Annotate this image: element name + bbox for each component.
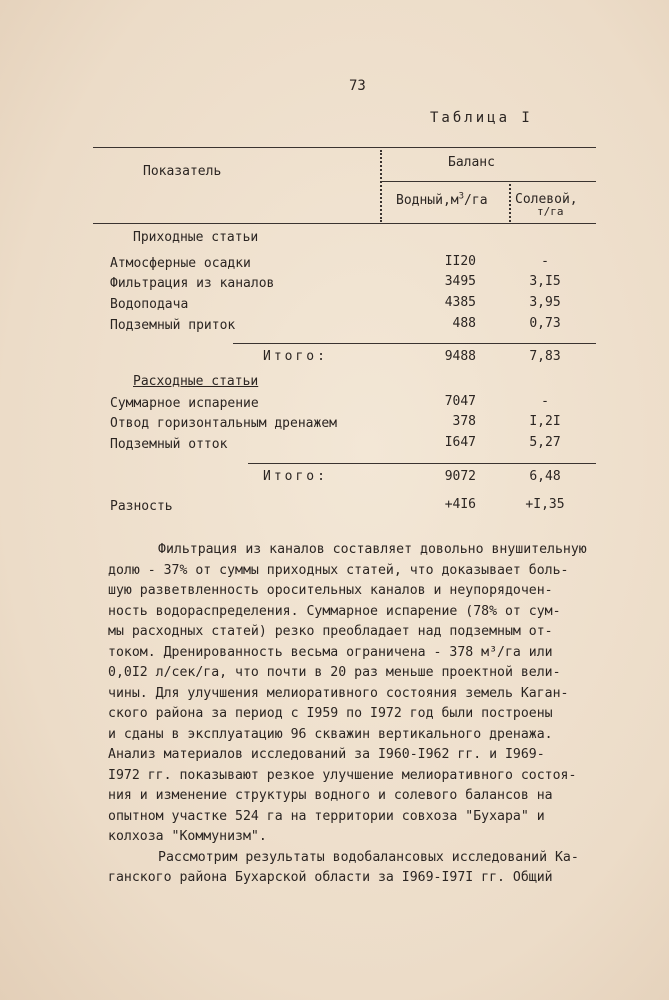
subcolumn-divider [509, 184, 511, 222]
income-total-rule [233, 343, 596, 344]
expense-total-label: Итого: [263, 469, 328, 484]
table-top-rule [93, 147, 596, 148]
difference-water: +4I6 [444, 497, 476, 512]
income-row-salt: 3,I5 [529, 274, 561, 289]
expense-row-label: Суммарное испарение [110, 396, 259, 411]
income-row-salt: - [541, 254, 549, 269]
difference-label: Разность [110, 499, 173, 514]
income-row-label: Фильтрация из каналов [110, 276, 275, 291]
income-row-water: 4385 [444, 295, 476, 310]
text-line: шую разветвленность оросительных каналов и неупорядочен- [108, 583, 553, 598]
text-line: мы расходных статей) резко преобладает над подземным от- [108, 624, 553, 639]
expense-total-rule [248, 463, 596, 464]
text-line: 0,0I2 л/сек/га, что почти в 20 раз меньше проектной вели- [108, 665, 561, 680]
column-divider [380, 150, 382, 222]
income-row-label: Водоподача [110, 297, 189, 312]
text-line: колхоза "Коммунизм". [108, 829, 267, 844]
difference-salt: +I,35 [525, 497, 565, 512]
income-row-label: Подземный приток [110, 318, 236, 333]
header-balance: Баланс [448, 155, 495, 170]
header-sub-rule [380, 181, 596, 182]
text-line: ния и изменение структуры водного и солевого балансов на [108, 788, 553, 803]
header-salt-unit: т/га [537, 205, 564, 218]
expense-row-water: 378 [452, 414, 476, 429]
header-water: $Водный,м^3/га$ [396, 191, 488, 208]
text-line: Анализ материалов исследований за I960-I962 гг. и I969- [108, 747, 545, 762]
income-row-salt: 0,73 [529, 316, 561, 331]
header-salt: Солевой, [515, 192, 578, 207]
body-text [108, 540, 623, 889]
income-total-label: Итого: [263, 349, 328, 364]
text-line: опытном участке 524 га на территории совхоза "Бухара" и [108, 808, 545, 824]
expense-row-water: 7047 [444, 394, 476, 409]
header-indicator: Показатель [143, 164, 222, 179]
text-line: ганского района Бухарской области за I969-I97I гг. Общий [108, 870, 553, 885]
text-line: чины. Для улучшения мелиоративного состояния земель Каган- [108, 685, 569, 701]
expense-row-label: Отвод горизонтальным дренажем [110, 416, 337, 431]
table-title: Таблица I [430, 110, 533, 126]
income-row-water: 3495 [444, 274, 476, 289]
page-number: 73 [349, 78, 366, 94]
expense-row-salt: - [541, 394, 549, 409]
income-total-water: 9488 [444, 349, 476, 364]
text-line: ского района за период с I959 по I972 год были построены [108, 706, 553, 721]
expense-row-salt: I,2I [529, 414, 561, 429]
income-row-water: II20 [444, 254, 476, 269]
text-line: I972 гг. показывают резкое улучшение мелиоративного состоя- [108, 767, 577, 783]
text-line: током. Дренированность весьма ограничена - 378 м³/га или [108, 644, 553, 660]
income-title: Приходные статьи [133, 230, 259, 245]
text-line: Фильтрация из каналов составляет довольно внушительную [158, 542, 587, 557]
income-row-label: Атмосферные осадки [110, 256, 251, 271]
text-line: Рассмотрим результаты водобалансовых исследований Ка- [158, 849, 579, 865]
paragraph-2 [108, 848, 623, 889]
income-row-water: 488 [452, 316, 476, 331]
text-line: ность водораспределения. Суммарное испарение (78% от сум- [108, 603, 561, 619]
text-line: и сданы в эксплуатацию 96 скважин вертикального дренажа. [108, 726, 553, 742]
text-line: долю - 37% от суммы приходных статей, что доказывает боль- [108, 562, 569, 578]
expense-row-salt: 5,27 [529, 435, 561, 450]
expense-total-water: 9072 [444, 469, 476, 484]
expense-title: Расходные статьи [133, 374, 259, 389]
income-total-salt: 7,83 [529, 349, 561, 364]
expense-row-water: I647 [444, 435, 476, 450]
paragraph-1 [108, 540, 623, 848]
header-bottom-rule [93, 223, 596, 224]
expense-total-salt: 6,48 [529, 469, 561, 484]
income-row-salt: 3,95 [529, 295, 561, 310]
expense-row-label: Подземный отток [110, 437, 228, 452]
